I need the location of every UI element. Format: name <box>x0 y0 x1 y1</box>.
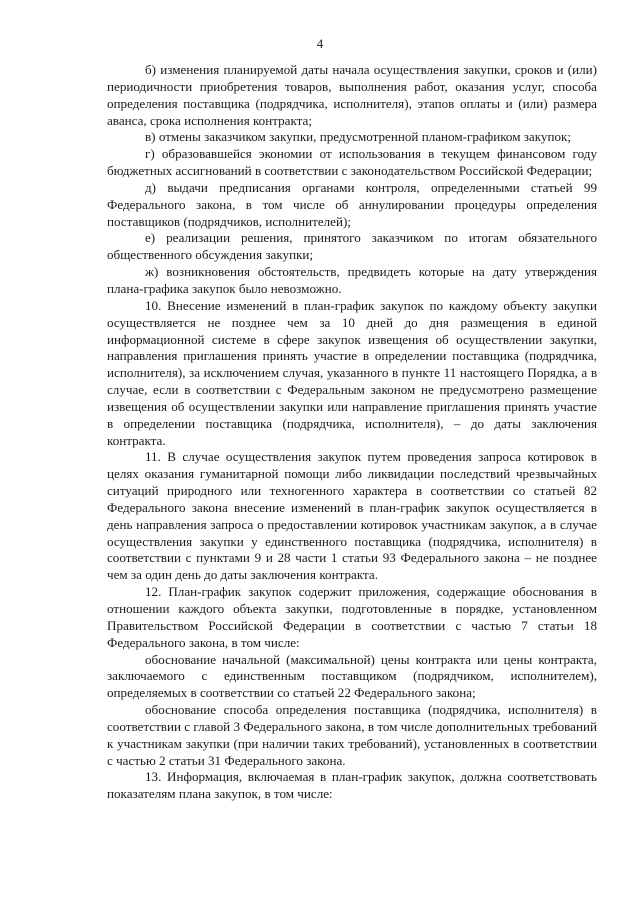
clause-13: 13. Информация, включаемая в план-график закупок, должна соответствовать показателям плана закупок, в том числе: <box>107 769 597 802</box>
paragraph-b: б) изменения планируемой даты начала осуществления закупки, сроков и (или) периодичности приобретения товаров, выполнения работ, оказания услуг, способа определения поставщика (подрядчика, исполнителя), этапов оплаты и (или) размера аванса, срока исполнения контракта; <box>107 62 597 128</box>
paragraph-d: д) выдачи предписания органами контроля, определенными статьей 99 Федерального закона, в том числе об аннулировании процедуры определения поставщиков (подрядчиков, исполнителей); <box>107 179 597 229</box>
document-body <box>107 62 597 803</box>
clause-11: 11. В случае осуществления закупок путем проведения запроса котировок в целях оказания гуманитарной помощи либо ликвидации последствий чрезвычайных ситуаций природного или техногенного характера в соответствии со статьей 82 Федерального закона внесение изменений в план-график закупок осуществляется в день направления запроса о предоставлении котировок участникам закупок, а в случае осуществления закупки у единственного поставщика (подрядчика, исполнителя) в соответствии с пунктами 9 и 28 части 1 статьи 93 Федерального закона – не позднее чем за один день до даты заключения контракта. <box>107 449 597 583</box>
clause-12: 12. План-график закупок содержит приложения, содержащие обоснования в отношении каждого объекта закупки, подготовленные в порядке, установленном Правительством Российской Федерации в соответствии с частью 7 статьи 18 Федерального закона, в том числе: <box>107 584 597 650</box>
paragraph-zh: ж) возникновения обстоятельств, предвидеть которые на дату утверждения плана-графика закупок было невозможно. <box>107 264 597 296</box>
page-number: 4 <box>316 36 324 51</box>
paragraph-g: г) образовавшейся экономии от использования в текущем финансовом году бюджетных ассигнований в соответствии с законодательством Российской Федерации; <box>107 146 597 179</box>
clause-12-item-method: обоснование способа определения поставщика (подрядчика, исполнителя) в соответствии с главой 3 Федерального закона, в том числе дополнительных требований к участникам закупки (при наличии таких требований), установленных в соответствии с частью 2 статьи 31 Федерального закона. <box>107 702 597 768</box>
clause-10: 10. Внесение изменений в план-график закупок по каждому объекту закупки осуществляется не позднее чем за 10 дней до дня размещения в единой информационной системе в сфере закупок извещения об осуществлении закупки, направления приглашения принять участие в определении поставщика (подрядчика, исполнителя), за исключением случая, указанного в пункте 11 настоящего Порядка, а в случае, если в соответствии с Федеральным законом не предусмотрено размещение извещения об осуществлении закупки или направление приглашения принять участие в определении поставщика (подрядчика, исполнителя), – до даты заключения контракта. <box>107 297 597 448</box>
clause-12-item-price: обоснование начальной (максимальной) цены контракта или цены контракта, заключаемого с единственным поставщиком (подрядчиком, исполнителем), определяемых в соответствии со статьей 22 Федерального закона; <box>107 651 597 701</box>
paragraph-e: е) реализации решения, принятого заказчиком по итогам обязательного общественного обсуждения закупки; <box>107 230 597 263</box>
paragraph-v: в) отмены заказчиком закупки, предусмотренной планом-графиком закупок; <box>145 129 572 145</box>
